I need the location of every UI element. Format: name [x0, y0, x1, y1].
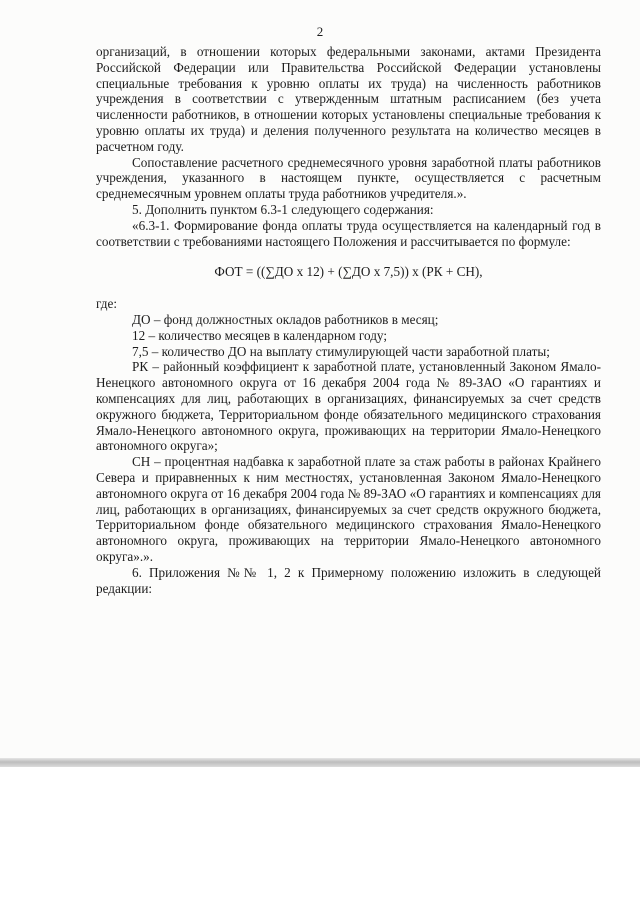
- paragraph-comparison: Сопоставление расчетного среднемесячного уровня заработной платы работников учреждения, указанного в настоящем пункте, осуществляется с расчетным среднемесячным уровнем оплаты труда работников учредителя.».: [96, 154, 601, 202]
- definition-sn: СН – процентная надбавка к заработной плате за стаж работы в районах Крайнего Севера и приравненных к ним местностях, установленная Законом Ямало-Ненецкого автономного округа от 16 декабря 2004 года № 89-ЗАО «О гарантиях и компенсациях для лиц, работающих в организациях, финансируемых за счет средств окружного бюджета, Территориальном фонде обязательного медицинского страхования Ямало-Ненецкого автономного округа, проживающих на территории Ямало-Ненецкого автономного округа».».: [96, 454, 601, 564]
- formula: ФОТ = ((∑ДО х 12) + (∑ДО х 7,5)) х (РК + СН),: [214, 264, 483, 280]
- document-body: [96, 44, 601, 596]
- definition-rk: РК – районный коэффициент к заработной плате, установленный Законом Ямало-Ненецкого автономного округа от 16 декабря 2004 года № 89-ЗАО «О гарантиях и компенсациях для лиц, работающих в организациях, финансируемых за счет средств окружного бюджета, Территориальном фонде обязательного медицинского страхования Ямало-Ненецкого автономного округа, проживающих на территории Ямало-Ненецкого автономного округа»;: [96, 359, 601, 454]
- definition-7-5: 7,5 – количество ДО на выплату стимулирующей части заработной платы;: [132, 343, 550, 359]
- paragraph-item-6-3-1: «6.3-1. Формирование фонда оплаты труда осуществляется на календарный год в соответствии с требованиями настоящего Положения и рассчитывается по формуле:: [96, 217, 601, 249]
- blank-area: [0, 767, 640, 905]
- paragraph-continuation: организаций, в отношении которых федеральными законами, актами Президента Российской Федерации или Правительства Российской Федерации установлены специальные требования к уровню оплаты их труда) на численность работников учреждения в соответствии с утвержденным штатным расписанием (без учета численности работников, в отношении которых установлены специальные требования к уровню оплаты их труда) и деления полученного результата на количество месяцев в расчетном году.: [96, 44, 601, 154]
- definition-12: 12 – количество месяцев в календарном году;: [132, 327, 387, 343]
- page-number: 2: [316, 24, 324, 39]
- paragraph-item-5: 5. Дополнить пунктом 6.3-1 следующего содержания:: [132, 201, 434, 217]
- scan-bottom-edge: [0, 758, 640, 767]
- definition-do: ДО – фонд должностных окладов работников в месяц;: [132, 311, 439, 327]
- paragraph-item-6: 6. Приложения №№ 1, 2 к Примерному положению изложить в следующей редакции:: [96, 564, 601, 596]
- where-label: где:: [96, 296, 117, 312]
